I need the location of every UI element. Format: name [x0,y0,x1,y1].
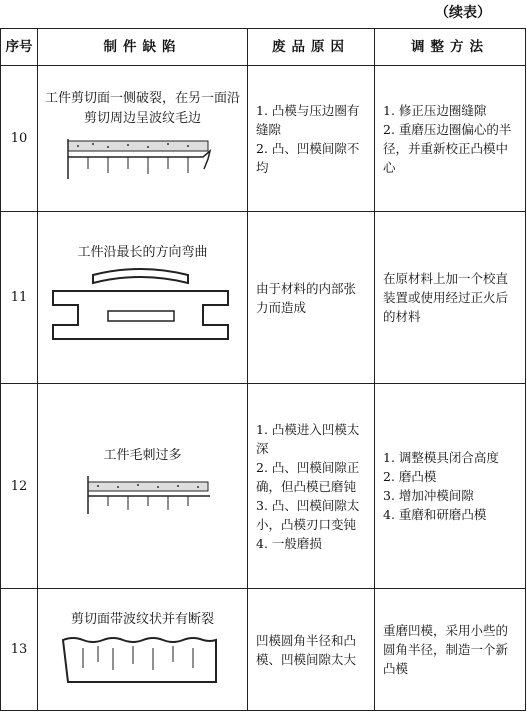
fix-cell [375,212,526,384]
fix-cell [375,66,526,212]
row-number: 12 [1,384,38,589]
fix-text: 在原材料上加一个校直装置或使用经过正火后的材料 [383,271,509,324]
fix-text: 1. 调整模具闭合高度 2. 磨凸模 3. 增加冲模间隙 4. 重磨和研磨凸模 [383,450,499,522]
cause-text: 1. 凸模与压边圈有缝隙 2. 凸、凹模间隙不均 [256,102,360,175]
cause-text: 1. 凸模进入凹模太深 2. 凸、凹模间隙正确，但凸模已磨钝 3. 凸、凹模间隙太小，凸模刃口变钝 4. 一般磨损 [256,421,360,551]
continued-label: （续表） [435,5,491,21]
bent-part-figure [38,263,238,353]
defect-text: 工件沿最长的方向弯曲 [77,244,208,260]
header-row [1,29,526,66]
torn-edge-figure [38,129,238,189]
row-number: 10 [1,66,38,212]
row-number: 13 [1,589,38,711]
defect-text: 剪切面带波纹状并有断裂 [70,611,214,627]
table-row [1,589,526,711]
table-row [1,66,526,212]
fix-cell [375,384,526,589]
defect-cell [38,589,248,711]
header-defect: 制件缺陷 [38,29,248,66]
table-row [1,384,526,589]
defect-text: 工件毛刺过多 [103,448,182,463]
wavy-fracture-figure [38,630,238,690]
fix-text: 1. 修正压边圈缝隙 2. 重磨压边圈偏心的半径，并重新校正凸模中心 [383,102,512,175]
cause-text: 凹模圆角半径和凸模、凹模间隙太大 [256,632,357,667]
cause-text: 由于材料的内部张力而造成 [256,280,357,315]
table-row [1,212,526,384]
row-number: 11 [1,212,38,384]
fix-cell [375,589,526,711]
defect-text: 工件剪切面一侧破裂，在另一面沿剪切周边呈波纹毛边 [44,90,240,126]
header-fix: 调整方法 [375,29,526,66]
cause-cell [248,589,375,711]
defect-cell [38,66,248,212]
cause-cell [248,384,375,589]
cause-cell [248,66,375,212]
header-cause: 废品原因 [248,29,375,66]
burr-figure [38,466,238,526]
header-no: 序号 [1,29,38,66]
cause-cell [248,212,375,384]
fix-text: 重磨凹模，采用小些的圆角半径，制造一个新凸模 [383,623,509,676]
defect-cell [38,212,248,384]
defect-cell [38,384,248,589]
defect-table [0,28,526,711]
